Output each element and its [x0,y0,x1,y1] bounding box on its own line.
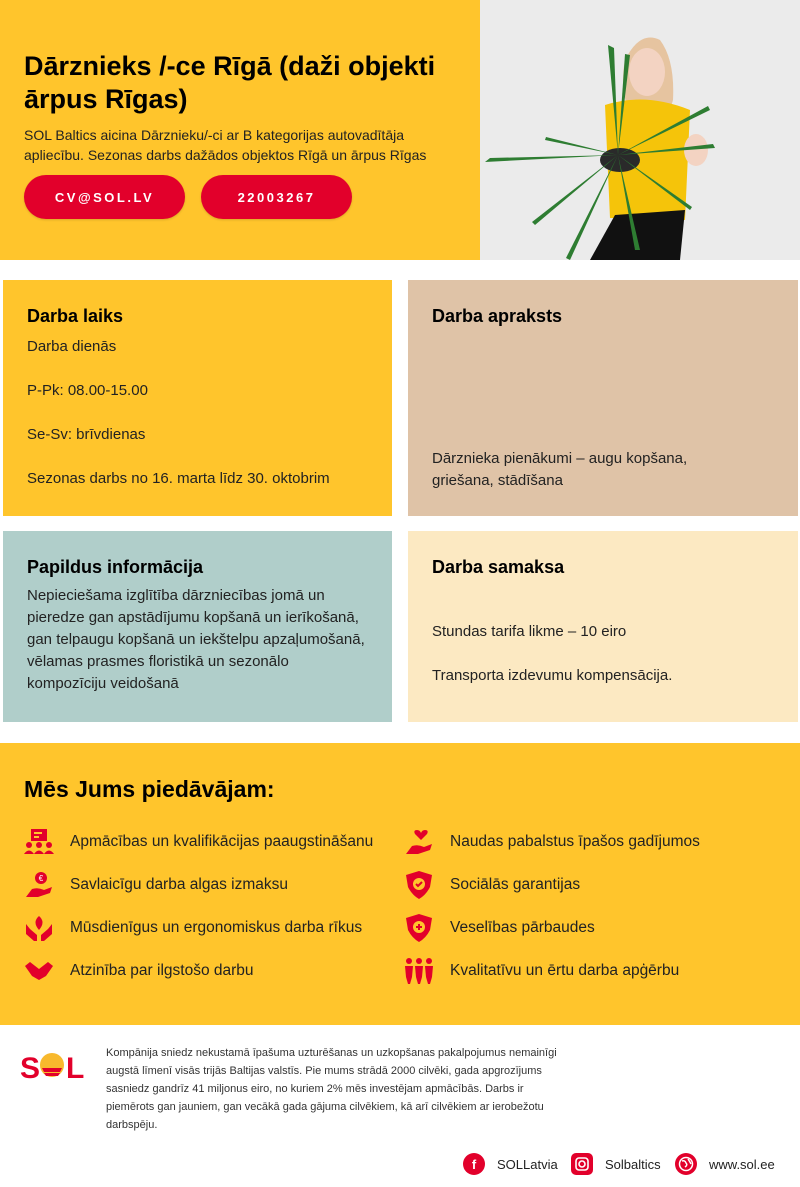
benefit-item [403,956,679,986]
instagram-link[interactable] [571,1153,661,1175]
salary-title: Darba samaksa [432,557,565,577]
benefits-title: Mēs Jums piedāvājam: [24,776,275,802]
benefit-label: Mūsdienīgus un ergonomiskus darba rīkus [70,919,363,936]
benefit-label: Kvalitatīvu un ērtu darba apģērbu [450,962,680,979]
plant-hands-icon [23,913,55,943]
hero-section [0,0,800,260]
benefit-label: Naudas pabalstus īpašos gadījumos [450,833,700,850]
extra-info-title: Papildus informācija [27,557,204,577]
benefits-section [0,743,800,1025]
page-title: Dārznieks /-ce Rīgā (daži objekti ārpus Rīgas) [24,51,436,114]
benefit-item [403,870,580,900]
shield-check-icon [403,870,435,900]
hero-text [24,50,464,165]
training-icon [23,827,55,857]
facebook-link[interactable] [463,1153,558,1175]
shield-plus-icon [403,913,435,943]
contact-buttons [24,175,352,219]
globe-icon [675,1153,697,1175]
people-icon [403,956,435,986]
heart-hand-icon [403,827,435,857]
svg-text:€: € [38,874,44,883]
work-time-line: Se-Sv: brīvdienas [27,426,146,443]
website-label: www.sol.ee [709,1156,775,1172]
extra-info-panel [3,531,392,722]
work-time-line: P-Pk: 08.00-15.00 [27,382,148,399]
benefit-label: Savlaicīgu darba algas izmaksu [70,876,288,893]
description-title: Darba apraksts [432,306,563,326]
instagram-icon [571,1153,593,1175]
instagram-label: Solbaltics [605,1156,661,1172]
description-panel [408,280,798,516]
woman-with-plant-image [480,0,800,260]
benefit-item [403,913,595,943]
benefit-item [403,827,700,857]
work-time-title: Darba laiks [27,306,124,326]
company-description: Kompānija sniedz nekustamā īpašuma uzturēšanas un uzkopšanas pakalpojumus nemainīgi augstā līmenī visās trijās Baltijas valstīs. Pie mums strādā 2000 cilvēki, gada apgrozījums sasniedz gandrīz 41 miljonus eiro, no kuriem 2% mēs investējam apmācībās. Darbs ir piemērots gan jauniem, gan vecākā gada gājuma cilvēkiem, kā arī cilvēkiem ar ierobežotu darbspēju. [106,1047,557,1131]
svg-text:S: S [20,1052,41,1082]
benefit-label: Veselības pārbaudes [450,919,595,936]
hero-photo [480,0,800,260]
work-time-line: Darba dienās [27,338,117,355]
salary-hand-icon [23,870,55,900]
salary-panel [408,531,798,722]
salary-line: Transporta izdevumu kompensācija. [432,667,673,684]
benefit-item [23,913,362,943]
benefit-label: Sociālās garantijas [450,876,581,893]
benefit-item [23,956,254,986]
extra-info-text: Nepieciešama izglītība dārzniecības jomā un pieredze gan apstādījumu kopšanā un ierīkošanā, gan telpaugu kopšanā un iekštelpu apzaļumošanā, vēlamas prasmes floristikā un sezonālo kompozīciju veidošanā [27,587,365,692]
benefit-label: Apmācības un kvalifikācijas paaugstināšanu [70,833,374,850]
handshake-icon [23,956,55,986]
benefit-item [23,870,288,900]
facebook-label: SOLLatvia [497,1156,558,1172]
website-link[interactable] [675,1153,775,1175]
email-button[interactable]: CV@SOL.LV [24,175,185,219]
description-text: Dārznieka pienākumi – augu kopšana, griešana, stādīšana [432,450,688,489]
svg-text:L: L [66,1052,85,1082]
phone-button[interactable]: 22003267 [201,175,352,219]
hero-subtitle: SOL Baltics aicina Dārznieku/-ci ar B kategorijas autovadītāja apliecību. Sezonas darbs dažādos objektos Rīgā un ārpus Rīgas [24,127,427,163]
facebook-icon: f [463,1153,485,1175]
work-time-panel [3,280,392,516]
work-time-line: Sezonas darbs no 16. marta līdz 30. oktobrim [27,470,330,487]
sol-logo [20,1048,88,1082]
salary-line: Stundas tarifa likme – 10 eiro [432,623,627,640]
benefit-label: Atzinība par ilgstošo darbu [70,962,254,979]
benefit-item [23,827,373,857]
